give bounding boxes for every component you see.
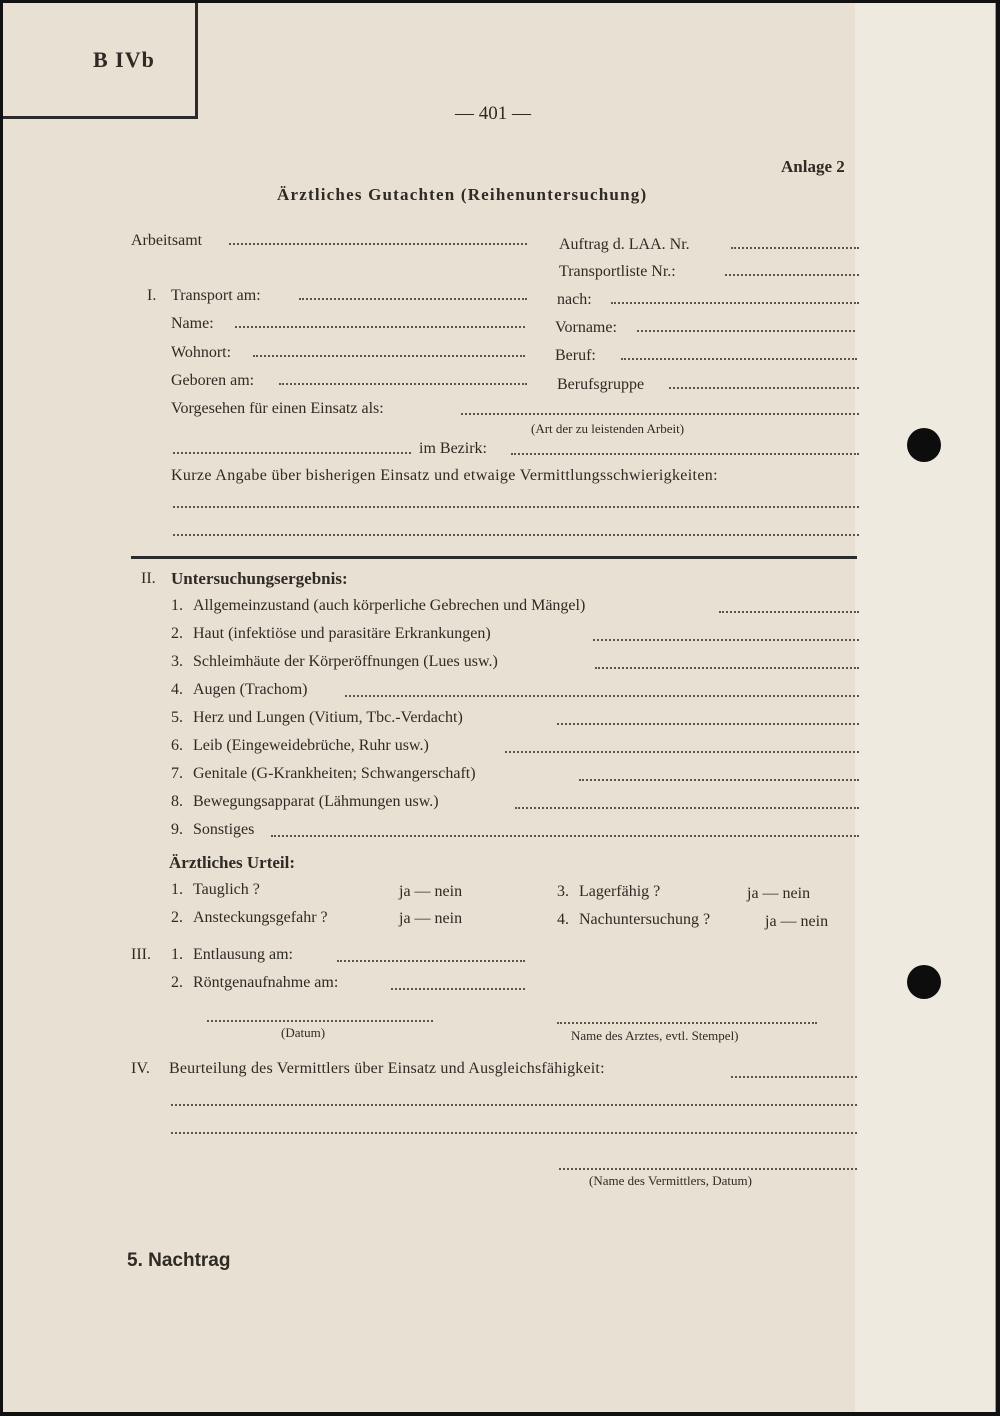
exam-item-label: Bewegungsapparat (Lähmungen usw.) <box>193 793 439 810</box>
field-vorname-label: Vorname: <box>555 319 617 336</box>
field-name-label: Name: <box>171 315 214 332</box>
section-I-numeral: I. <box>147 287 157 304</box>
document-code: B IVb <box>93 47 155 72</box>
urteil-lagerfaehig-label: Lagerfähig ? <box>579 883 661 900</box>
exam-item-label: Sonstiges <box>193 821 255 838</box>
vermittler-signature-line <box>559 1168 857 1170</box>
field-berufsgruppe-label: Berufsgruppe <box>557 376 645 393</box>
exam-item-num: 4. <box>171 681 183 698</box>
roentgen-num: 2. <box>171 974 183 991</box>
exam-item-label: Genitale (G-Krankheiten; Schwangerschaft) <box>193 765 476 782</box>
appendix-label: Anlage 2 <box>781 157 845 176</box>
urteil-tauglich-options: ja — nein <box>399 883 463 900</box>
exam-item-label: Herz und Lungen (Vitium, Tbc.-Verdacht) <box>193 709 463 726</box>
field-beruf-label: Beruf: <box>555 347 596 364</box>
form-title: Ärztliches Gutachten (Reihenuntersuchung) <box>277 185 648 204</box>
exam-item-line <box>505 751 859 753</box>
entlausung-line <box>337 960 525 962</box>
punch-hole-bottom <box>907 965 941 999</box>
kurze-angabe-line-2 <box>173 534 859 536</box>
entlausung-label: Entlausung am: <box>193 946 293 963</box>
field-nach-label: nach: <box>557 291 592 308</box>
exam-item-num: 1. <box>171 597 183 614</box>
urteil-tauglich-label: Tauglich ? <box>193 881 260 898</box>
section-II-numeral: II. <box>141 570 156 587</box>
field-auftrag-line <box>731 247 859 249</box>
exam-item-label: Haut (infektiöse und parasitäre Erkrankungen) <box>193 625 491 642</box>
beurteilung-line-0 <box>731 1076 857 1078</box>
kurze-angabe-line-1 <box>173 506 859 508</box>
field-vorgesehen-line <box>461 413 859 415</box>
exam-item-line <box>719 611 859 613</box>
exam-item-label: Allgemeinzustand (auch körperliche Gebrechen und Mängel) <box>193 597 586 614</box>
urteil-heading: Ärztliches Urteil: <box>169 853 296 872</box>
field-transport-line <box>299 298 527 300</box>
field-name-line <box>235 326 525 328</box>
section-IV-label: Beurteilung des Vermittlers über Einsatz und Ausgleichsfähigkeit: <box>169 1060 605 1077</box>
field-auftrag-label: Auftrag d. LAA. Nr. <box>559 236 690 253</box>
urteil-nachuntersuchung-options: ja — nein <box>765 913 829 930</box>
field-bezirk-line-right <box>511 453 859 455</box>
field-arbeitsamt-line <box>229 243 527 245</box>
exam-item-line <box>595 667 859 669</box>
roentgen-line <box>391 988 525 990</box>
beurteilung-line-1 <box>171 1104 857 1106</box>
beurteilung-line-2 <box>171 1132 857 1134</box>
field-nach-line <box>611 302 859 304</box>
page-number: — 401 — <box>455 103 531 124</box>
entlausung-num: 1. <box>171 946 183 963</box>
exam-item-line <box>271 835 859 837</box>
exam-item-num: 8. <box>171 793 183 810</box>
vermittler-caption: (Name des Vermittlers, Datum) <box>589 1173 752 1188</box>
exam-item-line <box>593 639 859 641</box>
exam-item-label: Schleimhäute der Körperöffnungen (Lues usw.) <box>193 653 498 670</box>
field-bezirk-line-left <box>173 452 411 454</box>
arzt-caption: Name des Arztes, evtl. Stempel) <box>571 1028 739 1043</box>
urteil-num: 4. <box>557 911 569 928</box>
urteil-lagerfaehig-options: ja — nein <box>747 885 811 902</box>
section-III-numeral: III. <box>131 946 151 963</box>
field-vorgesehen-label: Vorgesehen für einen Einsatz als: <box>171 400 384 417</box>
exam-item-line <box>515 807 859 809</box>
field-arbeitsamt-label: Arbeitsamt <box>131 232 203 249</box>
exam-item-line <box>557 723 859 725</box>
field-transport-label: Transport am: <box>171 287 261 304</box>
urteil-ansteckung-label: Ansteckungsgefahr ? <box>193 909 328 926</box>
document-page <box>3 3 996 1412</box>
field-transportliste-line <box>725 274 859 276</box>
exam-item-num: 7. <box>171 765 183 782</box>
exam-item-num: 2. <box>171 625 183 642</box>
art-der-arbeit-note: (Art der zu leistenden Arbeit) <box>531 421 685 436</box>
exam-item-num: 5. <box>171 709 183 726</box>
field-kurze-angabe-label: Kurze Angabe über bisherigen Einsatz und etwaige Vermittlungsschwierigkeiten: <box>171 467 718 484</box>
section-IV-numeral: IV. <box>131 1060 150 1077</box>
section-divider <box>131 556 857 559</box>
field-vorname-line <box>637 330 855 332</box>
exam-item-num: 6. <box>171 737 183 754</box>
exam-item-line <box>579 779 859 781</box>
datum-signature-line <box>207 1020 433 1022</box>
urteil-num: 2. <box>171 909 183 926</box>
field-wohnort-line <box>253 355 525 357</box>
field-wohnort-label: Wohnort: <box>171 344 232 361</box>
field-transportliste-label: Transportliste Nr.: <box>559 263 676 280</box>
exam-item-num: 3. <box>171 653 183 670</box>
exam-item-num: 9. <box>171 821 183 838</box>
urteil-num: 1. <box>171 881 183 898</box>
exam-item-label: Augen (Trachom) <box>193 681 308 698</box>
urteil-nachuntersuchung-label: Nachuntersuchung ? <box>579 911 711 928</box>
field-bezirk-label: im Bezirk: <box>419 440 487 457</box>
supplement-label: 5. Nachtrag <box>127 1250 231 1271</box>
arzt-signature-line <box>557 1022 817 1024</box>
field-geboren-line <box>279 383 527 385</box>
field-beruf-line <box>621 358 857 360</box>
field-berufsgruppe-line <box>669 387 859 389</box>
roentgen-label: Röntgenaufnahme am: <box>193 974 339 991</box>
datum-caption: (Datum) <box>281 1025 326 1040</box>
section-II-heading: Untersuchungsergebnis: <box>171 569 348 588</box>
exam-item-line <box>345 695 859 697</box>
exam-item-label: Leib (Eingeweidebrüche, Ruhr usw.) <box>193 737 429 754</box>
urteil-ansteckung-options: ja — nein <box>399 910 463 927</box>
urteil-num: 3. <box>557 883 569 900</box>
field-geboren-label: Geboren am: <box>171 372 255 389</box>
punch-hole-top <box>907 428 941 462</box>
